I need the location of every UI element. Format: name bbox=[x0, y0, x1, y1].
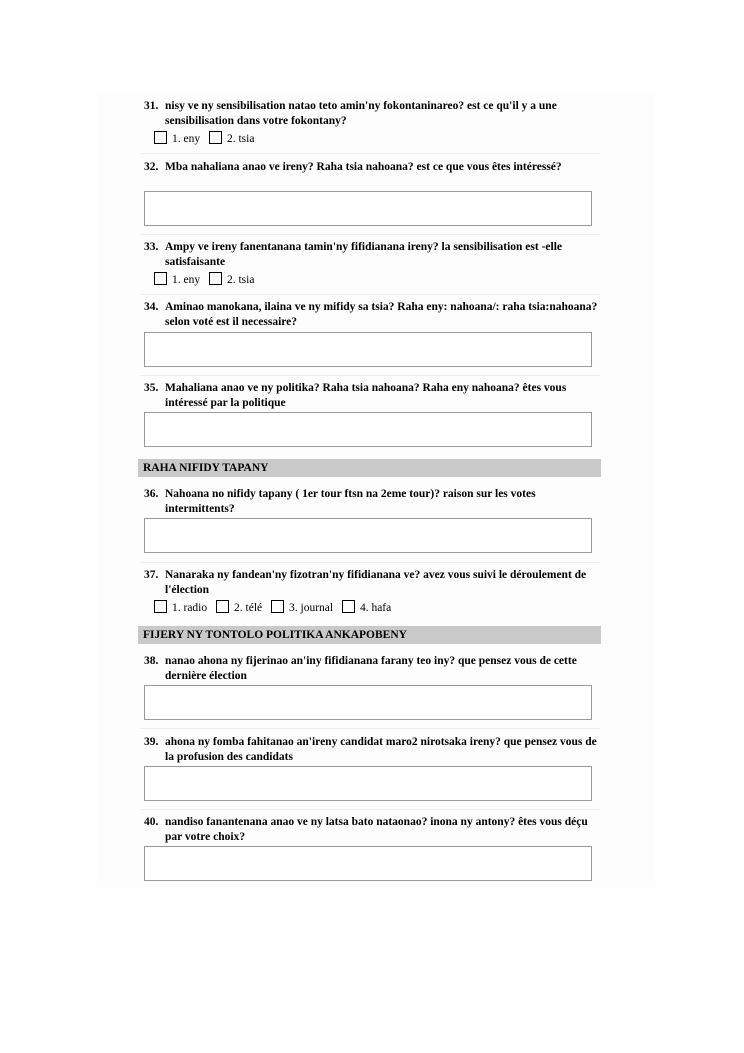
question-text: nandiso fanantenana anao ve ny latsa bato nataonao? inona ny antony? êtes vous déçu par votre choix? bbox=[165, 816, 588, 843]
option-journal[interactable]: 3. journal bbox=[271, 600, 333, 616]
checkbox[interactable] bbox=[216, 600, 229, 613]
answer-field-38[interactable] bbox=[144, 685, 592, 720]
question-number: 37. bbox=[144, 569, 159, 581]
divider bbox=[140, 375, 600, 376]
question-number: 34. bbox=[144, 301, 159, 313]
question-text: nisy ve ny sensibilisation natao teto amin'ny fokontaninareo? est ce qu'il y a une sensibilisation dans votre fokontany? bbox=[165, 100, 557, 127]
question-32 bbox=[144, 160, 604, 175]
question-text: Aminao manokana, ilaina ve ny mifidy sa tsia? Raha eny: nahoana/: raha tsia:nahoana? selon voté est il necessaire? bbox=[165, 301, 598, 328]
question-text: Nahoana no nifidy tapany ( 1er tour ftsn na 2eme tour)? raison sur les votes intermittents? bbox=[165, 488, 536, 515]
option-tsia[interactable]: 2. tsia bbox=[209, 131, 254, 147]
divider bbox=[140, 728, 600, 729]
options-33 bbox=[154, 272, 260, 288]
question-number: 39. bbox=[144, 736, 159, 748]
option-eny[interactable]: 1. eny bbox=[154, 131, 200, 147]
checkbox[interactable] bbox=[154, 131, 167, 144]
question-31 bbox=[144, 99, 604, 129]
question-text: ahona ny fomba fahitanao an'ireny candidat maro2 nirotsaka ireny? que pensez vous de la profusion des candidats bbox=[165, 736, 597, 763]
answer-field-34[interactable] bbox=[144, 332, 592, 367]
option-hafa[interactable]: 4. hafa bbox=[342, 600, 391, 616]
question-36 bbox=[144, 487, 604, 517]
divider bbox=[140, 153, 600, 154]
question-34 bbox=[144, 300, 604, 330]
option-radio[interactable]: 1. radio bbox=[154, 600, 207, 616]
question-text: Nanaraka ny fandean'ny fizotran'ny fifidianana ve? avez vous suivi le déroulement de l'élection bbox=[165, 569, 587, 596]
question-number: 31. bbox=[144, 100, 159, 112]
checkbox[interactable] bbox=[154, 600, 167, 613]
options-31 bbox=[154, 131, 260, 147]
answer-field-39[interactable] bbox=[144, 766, 592, 801]
divider bbox=[140, 234, 600, 235]
question-text: Mba nahaliana anao ve ireny? Raha tsia nahoana? est ce que vous êtes intéressé? bbox=[165, 161, 562, 173]
divider bbox=[140, 562, 600, 563]
question-text: nanao ahona ny fijerinao an'iny fifidianana farany teo iny? que pensez vous de cette dernière élection bbox=[165, 655, 577, 682]
question-number: 36. bbox=[144, 488, 159, 500]
answer-field-40[interactable] bbox=[144, 846, 592, 881]
section-header-raha-nifidy-tapany: RAHA NIFIDY TAPANY bbox=[138, 459, 601, 477]
answer-field-36[interactable] bbox=[144, 518, 592, 553]
checkbox[interactable] bbox=[209, 272, 222, 285]
question-37 bbox=[144, 568, 604, 598]
question-39 bbox=[144, 735, 604, 765]
question-40 bbox=[144, 815, 604, 845]
options-37 bbox=[154, 600, 397, 616]
question-33 bbox=[144, 240, 604, 268]
question-number: 35. bbox=[144, 382, 159, 394]
question-number: 33. bbox=[144, 241, 159, 253]
answer-field-32[interactable] bbox=[144, 191, 592, 226]
checkbox[interactable] bbox=[271, 600, 284, 613]
checkbox[interactable] bbox=[209, 131, 222, 144]
question-number: 38. bbox=[144, 655, 159, 667]
question-38 bbox=[144, 654, 604, 684]
option-tsia[interactable]: 2. tsia bbox=[209, 272, 254, 288]
section-header-fijery-ny-tontolo-politika: FIJERY NY TONTOLO POLITIKA ANKAPOBENY bbox=[138, 626, 601, 644]
question-35 bbox=[144, 381, 604, 411]
option-tele[interactable]: 2. télé bbox=[216, 600, 262, 616]
option-eny[interactable]: 1. eny bbox=[154, 272, 200, 288]
checkbox[interactable] bbox=[154, 272, 167, 285]
answer-field-35[interactable] bbox=[144, 412, 592, 447]
question-text: Mahaliana anao ve ny politika? Raha tsia nahoana? Raha eny nahoana? êtes vous intéressé par la politique bbox=[165, 382, 567, 409]
divider bbox=[140, 294, 600, 295]
question-number: 32. bbox=[144, 161, 159, 173]
question-number: 40. bbox=[144, 816, 159, 828]
divider bbox=[140, 809, 600, 810]
question-text: Ampy ve ireny fanentanana tamin'ny fifidianana ireny? la sensibilisation est -elle satisfaisante bbox=[165, 241, 562, 268]
checkbox[interactable] bbox=[342, 600, 355, 613]
